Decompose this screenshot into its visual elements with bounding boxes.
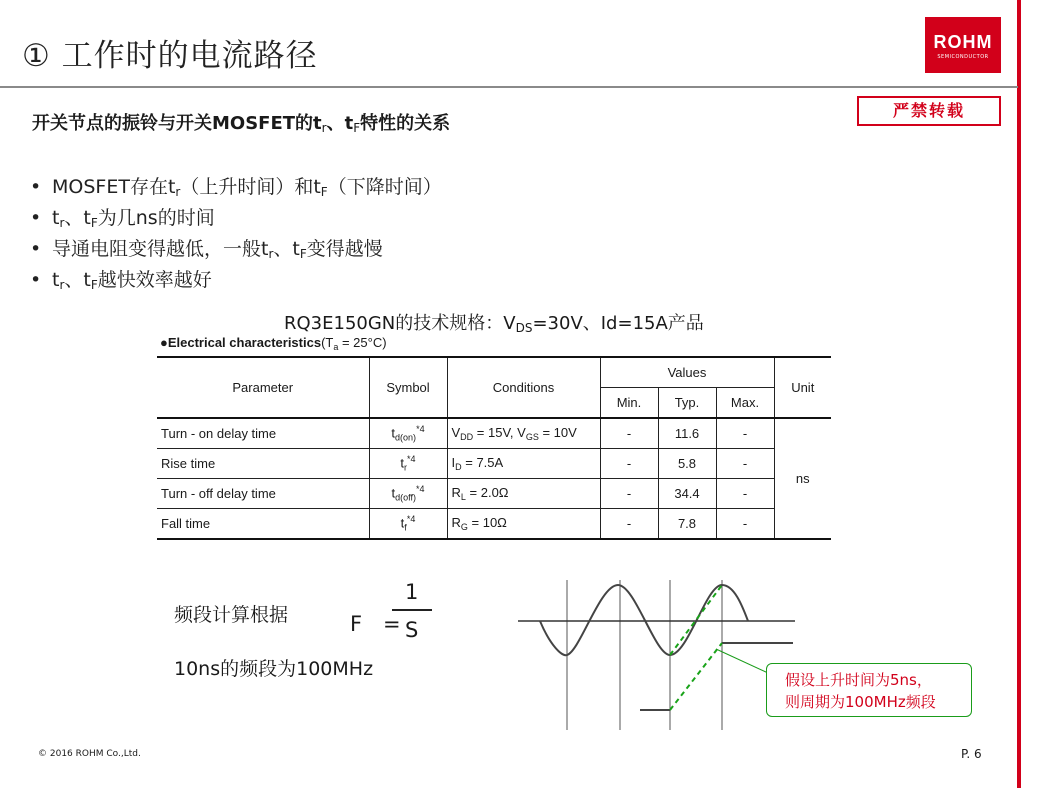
bullet-sub-2: F: [299, 247, 307, 261]
formula-f: F: [350, 612, 363, 636]
cell-min: -: [600, 479, 658, 509]
cell-max: -: [716, 479, 774, 509]
cell-min: -: [600, 449, 658, 479]
logo-sub-text: SEMICONDUCTOR: [937, 54, 989, 60]
bullet-dot: •: [30, 207, 42, 229]
symbol-note: *4: [406, 514, 416, 525]
bullet-sub-2: F: [320, 185, 328, 199]
cell-parameter: Turn - off delay time: [157, 479, 369, 509]
ringing-waveform-diagram: [510, 575, 800, 735]
subtitle-part-a: 开关节点的振铃与开关MOSFET的t: [32, 113, 322, 134]
cond-sub: L: [460, 492, 466, 502]
bullet-text-a: t: [52, 207, 60, 229]
spec-title-a: RQ3E150GN的技术规格：V: [284, 313, 516, 334]
header-parameter: Parameter: [157, 357, 369, 418]
header-conditions: Conditions: [447, 357, 600, 418]
sine-wave: [540, 585, 748, 655]
spec-table: [157, 356, 831, 540]
symbol-sub: d(off): [395, 492, 416, 503]
symbol-note: *4: [415, 484, 425, 495]
bullet-text-b: 、t: [64, 207, 91, 229]
bullet-item: [30, 203, 215, 230]
bullet-text-a: 导通电阻变得越低，一般t: [52, 238, 269, 260]
symbol-sub: f: [404, 522, 407, 533]
cell-max: -: [716, 449, 774, 479]
frequency-label: 频段计算根据: [174, 604, 289, 626]
spec-title: [284, 309, 704, 335]
symbol-main: t: [391, 425, 396, 441]
subtitle-part-c: 特性的关系: [360, 113, 451, 134]
page-number: P. 6: [961, 747, 982, 761]
rise-time-callout: [766, 663, 972, 717]
rise-time-dashed-line: [670, 643, 722, 710]
logo-main-text: ROHM: [933, 32, 993, 52]
bullet-text-b: 、t: [64, 269, 91, 291]
bullet-sub-1: r: [59, 278, 65, 292]
cell-typ: 34.4: [658, 479, 716, 509]
electrical-characteristics-title: [160, 335, 387, 352]
header-unit: Unit: [774, 357, 831, 418]
cond-sub: DD: [460, 432, 474, 442]
bullet-text-c: 变得越慢: [306, 238, 383, 260]
bullet-sub-1: r: [268, 247, 274, 261]
cell-symbol: [369, 418, 447, 449]
table-header-row: [157, 357, 831, 388]
bullet-text-c: （下降时间）: [327, 176, 442, 198]
cell-max: -: [716, 418, 774, 449]
cond-a: R: [451, 515, 461, 530]
bullet-text-b: （上升时间）和t: [180, 176, 321, 198]
cell-parameter: Turn - on delay time: [157, 418, 369, 449]
bullet-item: [30, 172, 442, 199]
cond-a: V: [451, 425, 461, 440]
bullet-sub-2: F: [90, 216, 98, 230]
bullet-text-a: MOSFET存在t: [52, 176, 176, 198]
cell-symbol: [369, 509, 447, 540]
cond-b: = 2.0Ω: [465, 485, 509, 500]
header-symbol: Symbol: [369, 357, 447, 418]
bullet-item: [30, 265, 212, 292]
cell-min: -: [600, 418, 658, 449]
page-title: ① 工作时的电流路径: [22, 38, 318, 74]
cell-symbol: [369, 479, 447, 509]
cond-c: = 10V: [538, 425, 577, 440]
bullet-item: [30, 234, 383, 261]
elec-cond-sub: a: [333, 342, 339, 352]
cond-b: = 15V, V: [473, 425, 526, 440]
subtitle-part-b: 、t: [326, 113, 354, 134]
elec-title-text: ●Electrical characteristics: [160, 335, 322, 350]
symbol-sub: r: [404, 462, 408, 473]
symbol-note: *4: [407, 454, 416, 465]
bullet-text-c: 越快效率越好: [97, 269, 212, 291]
copyright: © 2016 ROHM Co.,Ltd.: [38, 749, 141, 759]
cell-max: -: [716, 509, 774, 540]
symbol-main: t: [400, 455, 405, 471]
frequency-note: 10ns的频段为100MHz: [174, 658, 374, 680]
cell-conditions: [447, 418, 600, 449]
bullet-sub-1: r: [59, 216, 65, 230]
cond-sub2: GS: [525, 432, 539, 442]
section-subtitle: [32, 109, 450, 135]
subtitle-sub-r: r: [321, 121, 327, 135]
bullet-dot: •: [30, 269, 42, 291]
cell-conditions: [447, 449, 600, 479]
cond-b: = 7.5A: [461, 455, 504, 470]
header-values: Values: [600, 357, 774, 388]
table-row: [157, 418, 831, 449]
cell-symbol: [369, 449, 447, 479]
bullet-sub-1: r: [175, 185, 181, 199]
symbol-note: *4: [416, 424, 425, 435]
symbol-sub: d(on): [395, 432, 417, 443]
elec-cond-a: (T: [321, 335, 334, 350]
cell-typ: 5.8: [658, 449, 716, 479]
bullet-text-b: 、t: [273, 238, 300, 260]
header-max: Max.: [716, 388, 774, 419]
symbol-main: t: [391, 485, 396, 501]
header-divider: [0, 86, 1018, 88]
table-row: [157, 449, 831, 479]
cond-sub: G: [460, 522, 468, 532]
cell-conditions: [447, 479, 600, 509]
bullet-dot: •: [30, 238, 42, 260]
subtitle-sub-f: F: [353, 121, 361, 135]
bullet-sub-2: F: [90, 278, 98, 292]
callout-line-2: 则周期为100MHz频段: [785, 693, 936, 711]
formula-numerator: 1: [405, 580, 419, 604]
header-min: Min.: [600, 388, 658, 419]
cond-a: R: [451, 485, 461, 500]
formula-equals: =: [383, 612, 401, 636]
right-accent-bar: [1017, 0, 1021, 788]
formula-denominator: S: [405, 618, 419, 642]
callout-line-1: 假设上升时间为5ns，: [785, 671, 932, 689]
cell-parameter: Fall time: [157, 509, 369, 540]
table-row: [157, 509, 831, 540]
bullet-dot: •: [30, 176, 42, 198]
spec-title-b: =30V、Id=15A产品: [532, 313, 704, 334]
table-row: [157, 479, 831, 509]
callout-pointer: [716, 649, 768, 673]
spec-title-sub: DS: [515, 321, 533, 335]
header-typ: Typ.: [658, 388, 716, 419]
bullet-text-a: t: [52, 269, 60, 291]
cell-conditions: [447, 509, 600, 540]
no-reprint-stamp: 严禁转载: [857, 96, 1001, 126]
cond-b: = 10Ω: [467, 515, 507, 530]
bullet-text-c: 为几ns的时间: [97, 207, 215, 229]
cond-a: I: [451, 455, 456, 470]
cell-parameter: Rise time: [157, 449, 369, 479]
cell-typ: 11.6: [658, 418, 716, 449]
cell-unit: ns: [774, 418, 831, 539]
rohm-logo: [925, 17, 1001, 73]
cell-min: -: [600, 509, 658, 540]
cond-sub: D: [455, 462, 462, 472]
elec-cond-b: = 25°C): [338, 335, 387, 350]
cell-typ: 7.8: [658, 509, 716, 540]
symbol-main: t: [400, 515, 405, 531]
formula-fraction-bar: [392, 609, 432, 611]
